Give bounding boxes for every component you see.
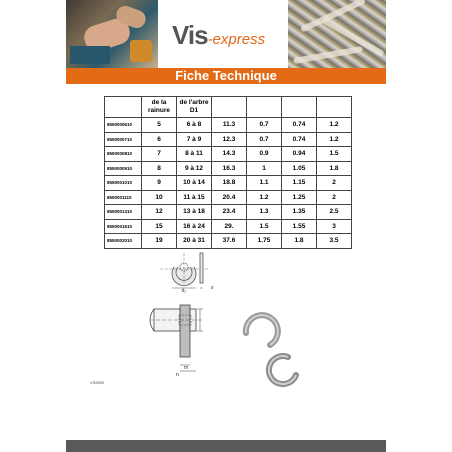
- table-cell: 1.2: [317, 118, 352, 133]
- table-cell: 14.3: [212, 147, 247, 162]
- brand-logo[interactable]: [172, 20, 265, 51]
- table-cell: 0.9: [247, 147, 282, 162]
- table-cell: 10 à 14: [177, 176, 212, 191]
- table-cell: 9: [142, 176, 177, 191]
- table-row: [105, 161, 352, 176]
- table-cell: 37.6: [212, 234, 247, 249]
- table-cell: 1.55: [282, 219, 317, 234]
- table-cell: 9 à 12: [177, 161, 212, 176]
- table-cell: 29.: [212, 219, 247, 234]
- footer-bar: [66, 440, 386, 452]
- label-d2: d₂: [181, 288, 187, 294]
- eclip-photo-1: [246, 315, 278, 345]
- table-row: [105, 205, 352, 220]
- table-cell: 1.35: [282, 205, 317, 220]
- label-n: n: [176, 372, 179, 378]
- table-cell: 0.7: [247, 118, 282, 133]
- table-cell: 12.3: [212, 132, 247, 147]
- table-row: [105, 118, 352, 133]
- table-header-cell: [212, 97, 247, 118]
- header-photo-screws: [288, 0, 386, 68]
- reference-cell: 8550001610: [105, 219, 142, 234]
- eclip-side-view: [200, 253, 203, 288]
- table-cell: 1.5: [247, 219, 282, 234]
- table-cell: 6: [142, 132, 177, 147]
- table-cell: 2: [317, 190, 352, 205]
- table-cell: 16 à 24: [177, 219, 212, 234]
- table-header-cell: de la rainure: [142, 97, 177, 118]
- table-cell: 1.25: [282, 190, 317, 205]
- table-cell: 0.74: [282, 118, 317, 133]
- table-cell: 1.05: [282, 161, 317, 176]
- table-cell: 10: [142, 190, 177, 205]
- table-cell: 19: [142, 234, 177, 249]
- table-cell: 15: [142, 219, 177, 234]
- reference-cell: 8550001310: [105, 205, 142, 220]
- table-cell: 6 à 8: [177, 118, 212, 133]
- document-code: VS8550: [90, 380, 105, 385]
- header: [66, 0, 386, 68]
- table-cell: 12: [142, 205, 177, 220]
- table-cell: 1.2: [247, 190, 282, 205]
- reference-cell: 8550001110: [105, 190, 142, 205]
- table-header-cell: [247, 97, 282, 118]
- eclip-photo-2: [269, 356, 296, 384]
- table-row: [105, 132, 352, 147]
- table-cell: 18.8: [212, 176, 247, 191]
- data-sheet-page: [66, 0, 386, 452]
- table-cell: 0.7: [247, 132, 282, 147]
- reference-cell: 8550000810: [105, 147, 142, 162]
- table-row: [105, 176, 352, 191]
- reference-cell: 8550000710: [105, 132, 142, 147]
- table-header-cell: [282, 97, 317, 118]
- logo-area: [158, 0, 288, 68]
- table-cell: 8 à 11: [177, 147, 212, 162]
- table-cell: 20.4: [212, 190, 247, 205]
- table-cell: 1.75: [247, 234, 282, 249]
- table-cell: 1.1: [247, 176, 282, 191]
- label-s: s: [211, 285, 214, 291]
- table-cell: 16.3: [212, 161, 247, 176]
- label-m: m: [184, 365, 189, 371]
- table-cell: 23.4: [212, 205, 247, 220]
- table-cell: 8: [142, 161, 177, 176]
- table-row: [105, 147, 352, 162]
- table-cell: 5: [142, 118, 177, 133]
- header-photo-tools: [66, 0, 158, 68]
- table-cell: 7 à 9: [177, 132, 212, 147]
- table-cell: 1.2: [317, 132, 352, 147]
- reference-cell: 8550001010: [105, 176, 142, 191]
- table-cell: 11.3: [212, 118, 247, 133]
- table-header-cell: de l'arbre D1: [177, 97, 212, 118]
- table-cell: 2: [317, 176, 352, 191]
- table-cell: 0.74: [282, 132, 317, 147]
- table-cell: 1.5: [317, 147, 352, 162]
- technical-drawings: [66, 245, 386, 395]
- table-header-cell: [105, 97, 142, 118]
- spec-table: [104, 96, 352, 249]
- table-cell: 3: [317, 219, 352, 234]
- table-cell: 1.8: [282, 234, 317, 249]
- table-cell: 11 à 15: [177, 190, 212, 205]
- table-cell: 13 à 18: [177, 205, 212, 220]
- shaft-section-view: [150, 305, 203, 371]
- reference-cell: 8550000910: [105, 161, 142, 176]
- table-cell: 1.15: [282, 176, 317, 191]
- table-header-cell: [317, 97, 352, 118]
- table-cell: 3.5: [317, 234, 352, 249]
- table-row: [105, 190, 352, 205]
- table-cell: 1.8: [317, 161, 352, 176]
- reference-cell: 8550000610: [105, 118, 142, 133]
- logo-sub-text: -express: [207, 31, 266, 48]
- table-row: [105, 219, 352, 234]
- table-cell: 1.3: [247, 205, 282, 220]
- logo-main-text: Vis: [172, 20, 208, 50]
- fiche-technique-banner: Fiche Technique: [66, 68, 386, 84]
- table-cell: 2.5: [317, 205, 352, 220]
- reference-cell: 8550002010: [105, 234, 142, 249]
- table-cell: 0.94: [282, 147, 317, 162]
- table-header-row: [105, 97, 352, 118]
- table-cell: 7: [142, 147, 177, 162]
- table-cell: 1: [247, 161, 282, 176]
- table-cell: 20 à 31: [177, 234, 212, 249]
